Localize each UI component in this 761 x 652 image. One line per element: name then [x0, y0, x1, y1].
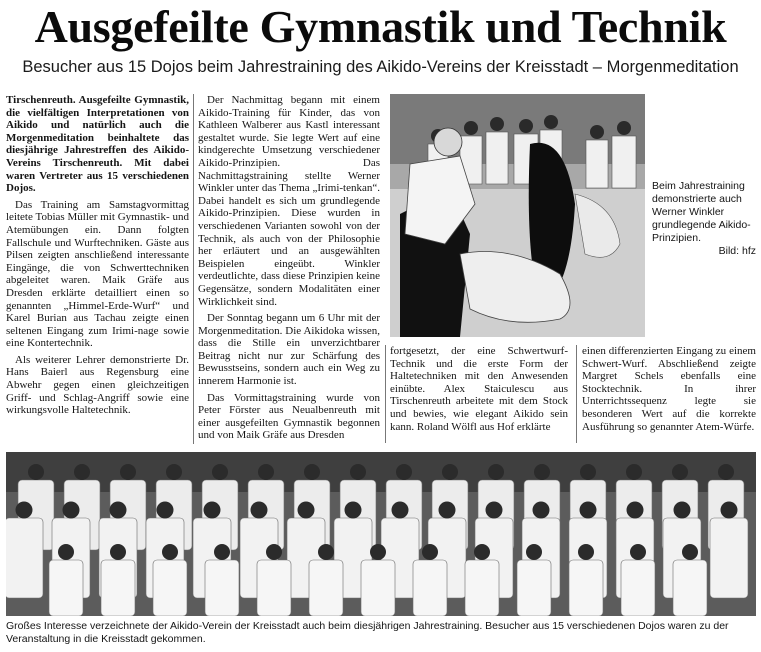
person-head [534, 464, 550, 480]
person-head [396, 464, 412, 480]
body-paragraph: fortgesetzt, der eine Schwertwurf-Technik und die erste Form der Haltetechniken mit den Anwesenden einübte. Alex Staiculescu aus Tirschenreuth arbeitete mit dem Stock und bewies, wie elegant Aikido sein kann. Roland Wölfl aus Hof erklärte [390, 345, 568, 433]
person-head [345, 502, 362, 519]
person-head [674, 502, 691, 519]
person-head [627, 502, 644, 519]
lead-paragraph: Tirschenreuth. Ausgefeilte Gymnastik, die vielfältigen Interpretationen von Aikido und natürlich auch die Morgenmeditation beinhaltete das diesjährige Jahrestreffen des Aikido-Vereins Tirschenreuth. Mit dabei waren Vertreter aus 15 verschiedenen Dojos. [6, 94, 189, 195]
person-head [110, 544, 126, 560]
body-paragraph: Das Training am Samstagvormittag leitete Tobias Müller mit Gymnastik- und Atemübungen ein. Dann folgten Fallschule und Wurftechniken. Gäste aus Pilsen zeigten anschließend interessante Eingänge, die von Schwerttechniken abgeleitet waren. Maik Gräfe aus Dresden erklärte detailliert einen so genannten „Himmel-Erde-Wurf“ und Karel Burian aus Tachau zeigte einen seltenen Eingang zum Irimi-nage sowie eine Kontertechnik. [6, 198, 189, 350]
person-figure [465, 560, 499, 616]
article-column-3 [390, 345, 568, 433]
person-head [533, 502, 550, 519]
photo-credit: Bild: hfz [718, 245, 756, 257]
person-figure [673, 560, 707, 616]
person-head [110, 502, 127, 519]
person-head [350, 464, 366, 480]
person-head [120, 464, 136, 480]
article-column-4 [582, 345, 756, 433]
person-head [672, 464, 688, 480]
person-head [578, 544, 594, 560]
article-column-1 [6, 94, 189, 417]
body-paragraph: Als weiterer Lehrer demonstrierte Dr. Hans Baierl aus Regensburg eine Abwehr gegen einen gleichzeitigen Griff- und Schlag-Angriff sowie eine wirkungsvolle Haltetechnik. [6, 353, 189, 417]
body-paragraph: Der Nachmittag begann mit einem Aikido-Training für Kinder, das von Kathleen Walberer aus Kastl interessant gestaltet wurde. Sie legte Wert auf eine kindgerechte Umsetzung verschiedener Aikido-Prinzipien. Das Nachmittagstraining stellte Werner Winkler unter das Thema „Irimi-tenkan“. Dabei handelt es sich um grundlegende Aikido-Prinzipien. Diese wurden in verschiedenen Varianten sowohl von der Technik, als auch von der Philosophie her erläutert und an ausgewählten Beispielen eingeübt. Winkler verdeutlichte, dass diese Prinzipien keine Gegensätze, sondern Modalitäten einer Wirklichkeit sind. [198, 94, 380, 308]
person-head [258, 464, 274, 480]
person-head [682, 544, 698, 560]
person-figure [101, 560, 135, 616]
person-head [526, 544, 542, 560]
training-demonstration-illustration [390, 94, 645, 337]
person-head [370, 544, 386, 560]
subheadline: Besucher aus 15 Dojos beim Jahrestraining des Aikido-Vereins der Kreisstadt – Morgenmeditation [22, 58, 739, 76]
person-figure [621, 560, 655, 616]
top-photo-caption-text: Beim Jahrestraining demonstrierte auch Werner Winkler grundlegende Aikido-Prinzipien. [652, 180, 751, 244]
person-head [266, 544, 282, 560]
person-head [718, 464, 734, 480]
person-head [16, 502, 33, 519]
person-head [304, 464, 320, 480]
person-head [486, 502, 503, 519]
person-figure [413, 560, 447, 616]
person-figure [517, 560, 551, 616]
body-paragraph: Das Vormittagstraining wurde von Peter Förster aus Neualbenreuth mit einer ausgefeilten Gymnastik begonnen und von Maik Gräfe aus Dresden [198, 391, 380, 442]
person-head [580, 502, 597, 519]
person-figure [6, 518, 43, 598]
person-head [442, 464, 458, 480]
headline: Ausgefeilte Gymnastik und Technik [34, 1, 727, 52]
person-head [166, 464, 182, 480]
person-head [488, 464, 504, 480]
person-head [74, 464, 90, 480]
group-photo [6, 452, 756, 616]
person-head [157, 502, 174, 519]
column-divider [385, 345, 386, 443]
person-figure [710, 518, 748, 598]
person-figure [361, 560, 395, 616]
person-figure [153, 560, 187, 616]
body-paragraph: einen differenzierten Eingang zu einem Schwert-Wurf. Abschließend zeigte Margret Schels ebenfalls eine Stocktechnik. In ihrer Unterrichtssequenz legte sie besonderen Wert auf die korrekte Ausführung so genannter Atem-Würfe. [582, 345, 756, 433]
person-head [212, 464, 228, 480]
person-figure [569, 560, 603, 616]
person-head [721, 502, 738, 519]
column-divider [576, 345, 577, 443]
person-head [162, 544, 178, 560]
person-figure [257, 560, 291, 616]
body-paragraph: Der Sonntag begann um 6 Uhr mit der Morgenmeditation. Die Aikidoka wissen, dass die Stille ein unverzichtbarer Beitrag nicht nur zur Schärfung des Bewusstseins, sondern auch ein Weg zu innerem Harmonie ist. [198, 312, 380, 388]
person-head [204, 502, 221, 519]
training-demonstration-photo [390, 94, 645, 337]
person-head [626, 464, 642, 480]
person-figure [49, 560, 83, 616]
person-head [58, 544, 74, 560]
top-photo-caption [652, 180, 756, 258]
person-head [439, 502, 456, 519]
person-head [392, 502, 409, 519]
person-head [474, 544, 490, 560]
person-figure [205, 560, 239, 616]
person-figure [309, 560, 343, 616]
person-head [28, 464, 44, 480]
column-divider [193, 94, 194, 444]
person-head [214, 544, 230, 560]
person-head [318, 544, 334, 560]
person-head [422, 544, 438, 560]
person-head [251, 502, 268, 519]
person-head [63, 502, 80, 519]
group-photo-illustration [6, 452, 756, 616]
person-head [298, 502, 315, 519]
group-photo-caption: Großes Interesse verzeichnete der Aikido-Verein der Kreisstadt auch beim diesjährigen Jahrestraining. Besucher aus 15 verschiedenen Dojos waren zu der Veranstaltung in die Kreisstadt gekommen. [6, 620, 729, 645]
person-head [630, 544, 646, 560]
article-column-2 [198, 94, 380, 442]
person-head [580, 464, 596, 480]
